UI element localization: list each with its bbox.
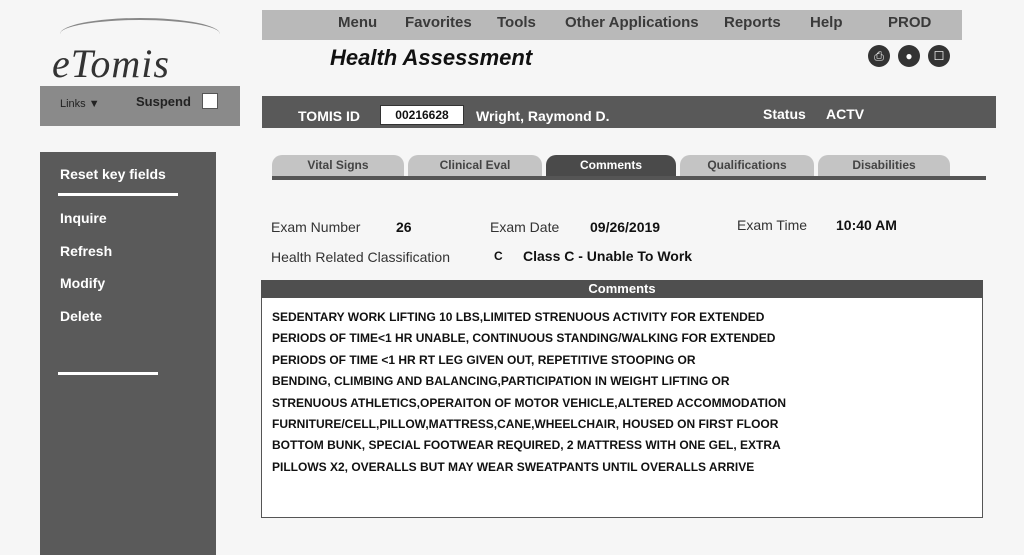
- menu-item-reports[interactable]: Reports: [724, 14, 781, 31]
- exam-date-label: Exam Date: [490, 219, 560, 235]
- tab-qualifications[interactable]: Qualifications: [680, 155, 814, 176]
- chevron-down-icon: ▼: [88, 98, 100, 110]
- exam-number-label: Exam Number: [271, 219, 361, 235]
- menu-item-other-applications[interactable]: Other Applications: [565, 14, 699, 31]
- tab-vital-signs[interactable]: Vital Signs: [272, 155, 404, 176]
- offender-bar: [262, 96, 996, 128]
- tomis-id-input[interactable]: 00216628: [380, 105, 464, 125]
- status-label: Status: [763, 106, 806, 122]
- tomis-id-label: TOMIS ID: [298, 108, 360, 124]
- menu-item-help[interactable]: Help: [810, 14, 843, 31]
- comment-line: BENDING, CLIMBING AND BALANCING,PARTICIPATION IN WEIGHT LIFTING OR: [272, 374, 730, 389]
- clipboard-icon[interactable]: ☐: [928, 45, 950, 67]
- classification-description: Class C - Unable To Work: [523, 248, 693, 264]
- page-title: Health Assessment: [330, 45, 533, 70]
- comment-line: SEDENTARY WORK LIFTING 10 LBS,LIMITED STRENUOUS ACTIVITY FOR EXTENDED: [272, 310, 765, 324]
- classification-label: Health Related Classification: [271, 249, 450, 265]
- comment-line: BOTTOM BUNK, SPECIAL FOOTWEAR REQUIRED, 2 MATTRESS WITH ONE GEL, EXTRA: [272, 438, 781, 453]
- comment-line: STRENUOUS ATHLETICS,OPERAITON OF MOTOR VEHICLE,ALTERED ACCOMMODATION: [272, 395, 787, 410]
- tab-underline: [272, 176, 986, 180]
- exam-time-value: 10:40 AM: [836, 217, 897, 233]
- app-logo: eTomis: [52, 41, 170, 86]
- menu-item-favorites[interactable]: Favorites: [405, 14, 472, 31]
- sidebar-item-delete[interactable]: Delete: [60, 308, 103, 324]
- sidebar-divider: [58, 372, 158, 375]
- exam-date-value: 09/26/2019: [590, 219, 661, 235]
- offender-name: Wright, Raymond D.: [476, 108, 610, 124]
- suspend-checkbox[interactable]: [202, 93, 218, 109]
- sidebar-item-modify[interactable]: Modify: [60, 275, 106, 291]
- environment-label: PROD: [888, 14, 932, 31]
- status-value: ACTV: [826, 106, 865, 122]
- sidebar-item-refresh[interactable]: Refresh: [60, 243, 113, 259]
- menu-item-menu[interactable]: Menu: [338, 14, 378, 31]
- comments-header: Comments: [261, 280, 983, 298]
- menu-item-tools[interactable]: Tools: [497, 14, 536, 31]
- classification-code: C: [494, 249, 503, 263]
- comments-text: [272, 307, 972, 478]
- sidebar-item-inquire[interactable]: Inquire: [60, 210, 107, 226]
- suspend-label: Suspend: [136, 94, 191, 109]
- tab-clinical-eval[interactable]: Clinical Eval: [408, 155, 542, 176]
- exam-number-value: 26: [396, 219, 412, 235]
- tab-disabilities[interactable]: Disabilities: [818, 155, 950, 176]
- comment-line: FURNITURE/CELL,PILLOW,MATTRESS,CANE,WHEELCHAIR, HOUSED ON FIRST FLOOR: [272, 417, 779, 432]
- comment-line: PERIODS OF TIME <1 HR RT LEG GIVEN OUT, REPETITIVE STOOPING OR: [272, 352, 696, 367]
- links-dropdown[interactable]: [60, 98, 100, 110]
- reset-key-fields-button[interactable]: Reset key fields: [60, 166, 166, 182]
- exam-time-label: Exam Time: [737, 217, 808, 233]
- print-icon[interactable]: ⎙: [868, 45, 890, 67]
- comment-line: PILLOWS X2, OVERALLS BUT MAY WEAR SWEATPANTS UNTIL OVERALLS ARRIVE: [272, 459, 755, 474]
- sidebar-divider: [58, 193, 178, 196]
- links-label: Links: [60, 98, 86, 110]
- user-icon[interactable]: ●: [898, 45, 920, 67]
- tab-comments[interactable]: Comments: [546, 155, 676, 176]
- comment-line: PERIODS OF TIME<1 HR UNABLE, CONTINUOUS STANDING/WALKING FOR EXTENDED: [272, 331, 776, 346]
